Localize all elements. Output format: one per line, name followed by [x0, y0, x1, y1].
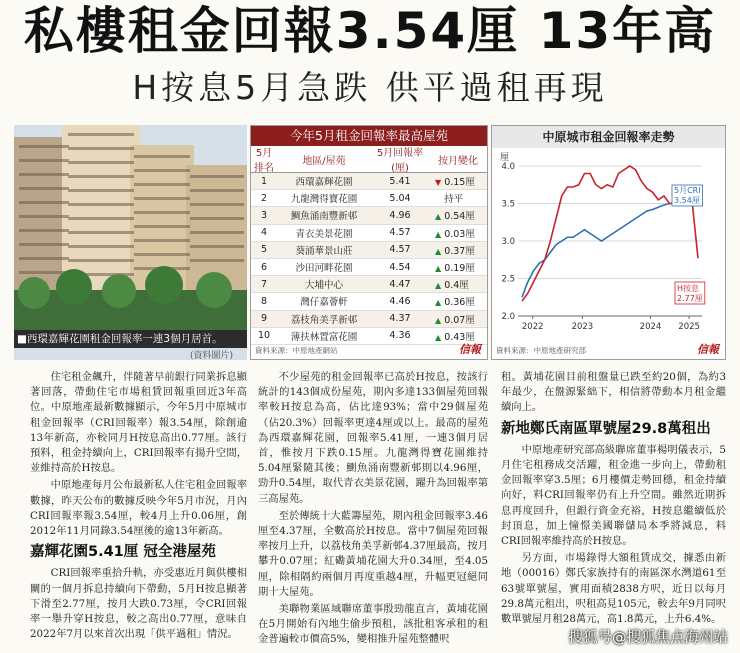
rate-cell: 4.57	[389, 227, 411, 239]
rate-cell: 4.37	[389, 313, 411, 325]
photo-credit: (資料圖片)	[190, 351, 234, 361]
photo-caption: ■西環嘉輝花園租金回報率一連3個月居首。	[14, 330, 247, 348]
table-body	[251, 173, 487, 345]
table-row	[251, 225, 487, 242]
change-value: 0.37厘	[444, 245, 475, 257]
up-arrow-icon: ▲	[435, 264, 442, 274]
rate-cell: 4.57	[389, 244, 411, 256]
table-row	[251, 207, 487, 224]
x-tick-label: 2023	[571, 322, 594, 332]
y-tick-label: 2.5	[501, 274, 515, 285]
change-cell	[429, 191, 487, 205]
article-column-3	[501, 370, 726, 629]
change-cell	[429, 277, 487, 291]
change-value: 0.19厘	[444, 263, 475, 275]
estate-cell: 鯛魚涌南豐新邨	[290, 211, 358, 223]
paragraph: 中原地產研究部高級聯席董事楊明儀表示，5月住宅租務成交活躍，租金進一步向上，帶動租金回報率穿3.5厘；6月樓價走勢回穩，租金持續向好，料CRI回報率仍有上升空間。雖然近期拆息再度回升，但銀行資金充裕，H按息繼續低於封頂息，加上憧憬美國聯儲局本季將減息，料CRI回報率維持高於H按息。	[501, 443, 726, 548]
rank-cell: 3	[260, 209, 268, 221]
up-arrow-icon: ▲	[435, 332, 442, 342]
y-axis-label: 厘	[500, 153, 510, 163]
change-cell	[429, 312, 487, 326]
yield-chart	[491, 125, 726, 360]
header-rank: 5月排名	[254, 148, 274, 174]
x-tick-label: 2025	[678, 322, 700, 332]
rate-cell: 4.36	[389, 330, 411, 342]
table-row	[251, 190, 487, 207]
section-heading: 嘉輝花園5.41厘 冠全港屋苑	[30, 544, 216, 561]
up-arrow-icon: ▲	[435, 229, 442, 239]
estate-cell: 西環嘉輝花園	[295, 177, 353, 189]
table-row	[251, 293, 487, 310]
estate-cell: 葵涌華景山莊	[295, 245, 353, 257]
x-tick-label: 2024	[639, 322, 662, 332]
change-cell	[429, 208, 487, 222]
table-row	[251, 173, 487, 190]
change-value: 0.54厘	[444, 211, 475, 223]
estate-cell: 青衣美景花園	[295, 228, 353, 240]
chart-title: 中原城市租金回報率走勢	[492, 126, 725, 148]
change-value: 0.15厘	[444, 177, 475, 189]
estate-cell: 大埔中心	[304, 280, 343, 292]
table-row	[251, 276, 487, 293]
y-tick-label: 2.0	[501, 312, 515, 322]
paragraph: 不少屋苑的租金回報率已高於H按息，按該行統計的143個成份屋苑，期內多達133個屋苑回報率較H按息為高，佔比達93%；當中29個屋苑（佔20.3%）回報率更達4厘或以上。最高的屋苑為西環嘉輝花園，回報率5.41厘，一連3個月居首，惟按月下跌0.15厘。九龍灣得寶花園維持5.04厘緊隨其後；鰂魚涌南豐新邨則以4.96厘，勁升0.54厘，取代青衣美景花園，躍升為回報率第三高屋苑。	[258, 371, 488, 505]
chart-logo: 信報	[697, 343, 719, 356]
rank-cell: 9	[260, 313, 268, 325]
paragraph: CRI回報率重拾升軌，亦受惠近月與供樓相關的一個月拆息持續向下帶動，5月H按息顯著下滑至2.77厘，按月大跌0.73厘，令CRI回報率一舉升穿H按息，較之高出0.77厘，意味自2022年7月以來首次出現「供平過租」情況。	[30, 567, 247, 641]
rank-cell: 1	[260, 175, 268, 187]
header-change: 按月變化	[438, 155, 478, 167]
building-photo	[14, 125, 247, 360]
rate-cell: 4.46	[389, 295, 411, 307]
up-arrow-icon: ▲	[435, 281, 442, 291]
header-estate: 地區/屋苑	[302, 155, 346, 167]
estate-cell: 九龍灣得寶花園	[290, 194, 358, 206]
table-row	[251, 311, 487, 328]
table-title: 今年5月租金回報率最高屋苑	[251, 126, 487, 146]
headline: 私樓租金回報3.54厘 13年高	[23, 2, 717, 60]
y-tick-label: 4.0	[501, 162, 515, 172]
rate-cell: 4.54	[389, 261, 411, 273]
rank-cell: 6	[260, 261, 268, 273]
down-arrow-icon: ▼	[435, 178, 442, 188]
paragraph: 美聯物業區域聯席董事殷勁龍直言，黃埔花園在5月開始有內地生偷步預租，該批租客承租的租金普遍較市價高5%，變相推升屋苑整體呎	[258, 603, 488, 646]
up-arrow-icon: ▲	[435, 298, 442, 308]
change-value: 0.43厘	[444, 331, 475, 343]
change-cell	[429, 260, 487, 274]
rate-cell: 4.96	[389, 209, 411, 221]
chart-source: 資料來源：中原地產研究部	[496, 346, 586, 355]
rank-cell: 2	[260, 192, 268, 204]
cri-label: 5月CRI 3.54厘	[674, 186, 701, 205]
up-arrow-icon: ▲	[435, 246, 442, 256]
rate-cell: 5.04	[389, 192, 411, 204]
article-column-1	[30, 370, 247, 644]
table-row	[251, 259, 487, 276]
paragraph: 另方面，市場錄得大額租賃成交，據悉由新地（00016）鄭氏家族持有的南區深水灣道61至63號單號屋，實用面積2838方呎，近日以每月29.8萬元租出，呎租高見105元，較去年9月同呎數單號屋月租28萬元，高1.8萬元，上升6.4%。	[501, 552, 726, 626]
change-value: 0.36厘	[444, 297, 475, 309]
paragraph: 至於傳統十大藍籌屋苑，期內租金回報率3.46厘至4.37厘，全數高於H按息。當中7個屋苑回報率按月上升，以荔枝角美孚新邨4.37厘最高，按月攀升0.07厘；紅磡黃埔花園大升0.34厘，至4.05厘，除相隔約兩個月再度重越4厘，升幅更冠絕同期十大屋苑。	[258, 509, 488, 598]
change-value: 0.03厘	[444, 228, 475, 240]
section-heading: 新地鄭氏南區單號屋29.8萬租出	[501, 420, 711, 437]
estate-cell: 薄扶林置富花園	[290, 331, 358, 343]
estate-cell: 荔枝角美孚新邨	[290, 314, 358, 326]
rank-cell: 5	[260, 244, 268, 256]
table-source: 資料來源：中原地產網站	[255, 346, 338, 355]
table-row	[251, 328, 487, 345]
up-arrow-icon: ▲	[435, 315, 442, 325]
change-value: 持平	[444, 194, 464, 206]
table-header	[251, 146, 487, 173]
x-tick-label: 2022	[521, 322, 544, 332]
change-value: 0.07厘	[444, 314, 475, 326]
rate-cell: 5.41	[389, 175, 411, 187]
change-cell	[429, 174, 487, 188]
watermark: 搜狐号@搜狐焦点海州站	[568, 630, 728, 646]
rank-cell: 8	[260, 295, 268, 307]
hibor-label: H按息 2.77厘	[677, 284, 703, 303]
rental-yield-table	[250, 125, 488, 360]
series-line-1	[522, 166, 698, 301]
header-rate: 5月回報率(厘)	[376, 148, 424, 174]
paragraph: 中原地產每月公布最新私人住宅租金回報率數據，昨天公布的數據反映今年5月市況，月內CRI回報率報3.54厘，較4月上升0.06厘，創2012年11月同錄3.54厘後的逾13年新高。	[30, 479, 247, 538]
y-tick-label: 3.0	[501, 237, 515, 247]
estate-cell: 沙田河畔花園	[295, 263, 353, 275]
paragraph: 住宅租金飆升，伴隨著早前銀行同業拆息顯著回落，帶動住宅市場租賃回報重回近3年高位。中原地產最新數據顯示，今年5月中原城市租金回報率（CRI回報率）報3.54厘，除創逾13年新高，亦較同月H按息高出0.77厘。該行預料，租金持續向上，CRI回報率有揚升空間，並維持高於H按息。	[30, 371, 247, 475]
change-cell	[429, 226, 487, 240]
rank-cell: 4	[260, 227, 268, 239]
y-tick-label: 3.5	[501, 199, 515, 210]
subheadline: H按息5月急跌 供平過租再現	[132, 68, 608, 107]
rank-cell: 7	[260, 278, 268, 290]
chart-plot	[492, 148, 725, 338]
table-row	[251, 242, 487, 259]
change-cell	[429, 294, 487, 308]
article-column-2	[258, 370, 488, 650]
rank-cell: 10	[257, 330, 271, 342]
estate-cell: 灣仔嘉薈軒	[300, 297, 348, 309]
change-value: 0.4厘	[444, 280, 469, 292]
change-cell	[429, 243, 487, 257]
table-logo: 信報	[459, 343, 481, 356]
rate-cell: 4.47	[389, 278, 411, 290]
up-arrow-icon: ▲	[435, 212, 442, 222]
paragraph: 租。黃埔花園目前租盤量已跌至約20個，為約3年最少，在盤源緊絀下，相信將帶動本月租金繼續向上。	[501, 371, 726, 414]
